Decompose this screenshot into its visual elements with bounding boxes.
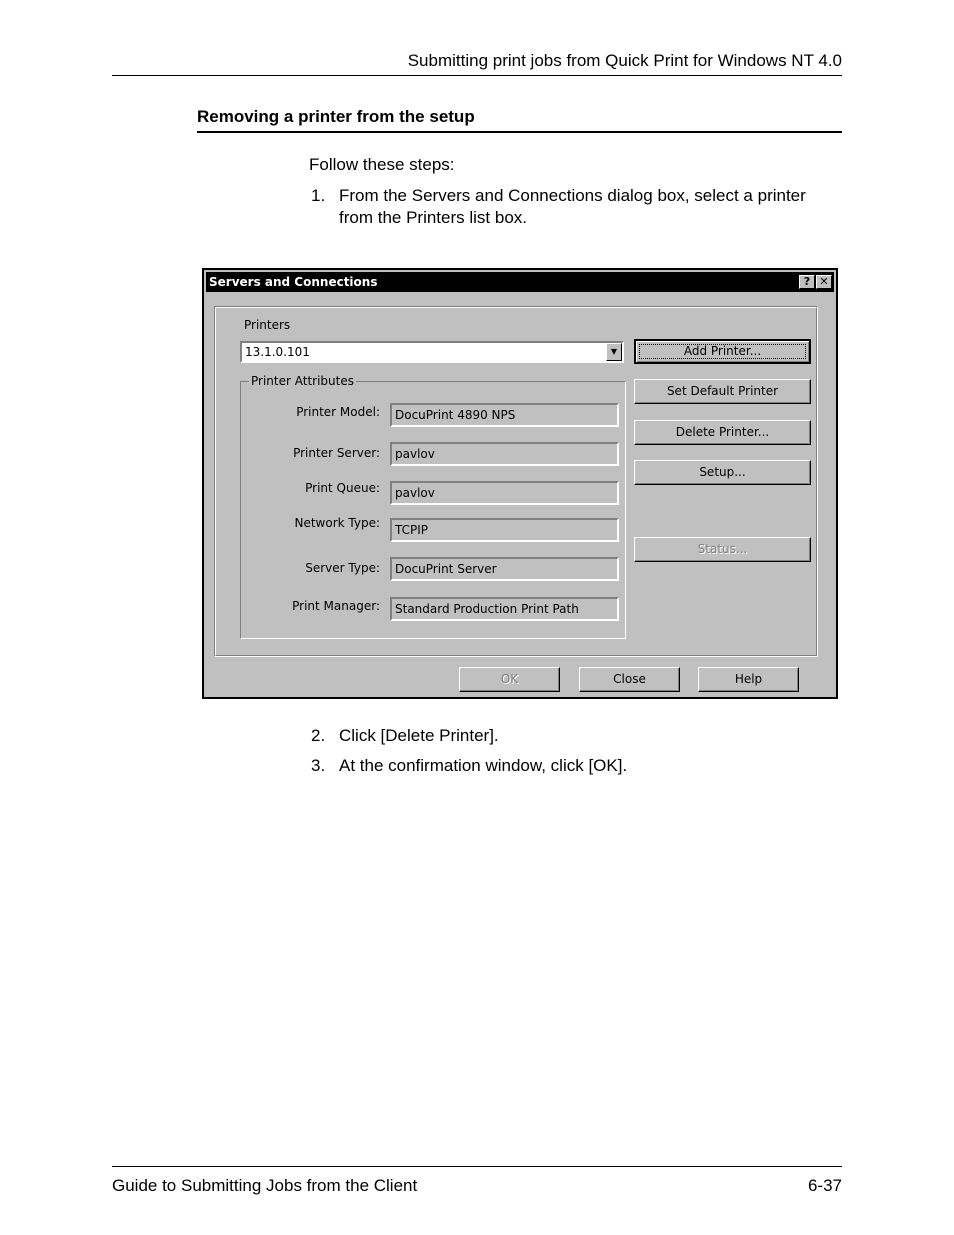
help-icon[interactable]: ? — [799, 275, 815, 289]
footer-title: Guide to Submitting Jobs from the Client — [112, 1176, 418, 1195]
setup-button[interactable]: Setup... — [634, 460, 811, 485]
step-1 — [311, 185, 809, 229]
printer-model-label: Printer Model: — [296, 405, 380, 419]
section-title: Removing a printer from the setup — [197, 107, 475, 126]
ok-button[interactable]: OK — [459, 667, 560, 692]
status-button[interactable]: Status... — [634, 537, 811, 562]
print-manager-field: Standard Production Print Path — [390, 597, 619, 621]
add-printer-button[interactable] — [634, 339, 811, 364]
printer-server-field: pavlov — [390, 442, 619, 466]
close-button[interactable]: Close — [579, 667, 680, 692]
step-number: 2. — [311, 726, 326, 745]
step-text: Click [Delete Printer]. — [339, 726, 499, 745]
add-printer-label: Add Printer... — [683, 344, 762, 358]
network-type-field: TCPIP — [390, 518, 619, 542]
dialog-titlebar — [206, 272, 834, 292]
server-type-field: DocuPrint Server — [390, 557, 619, 581]
step-number: 3. — [311, 756, 326, 775]
page-number: 6-37 — [807, 1176, 842, 1195]
servers-connections-dialog — [202, 268, 838, 699]
print-queue-field: pavlov — [390, 481, 619, 505]
step-3 — [311, 755, 809, 777]
header-rule — [112, 75, 842, 76]
printers-label: Printers — [244, 318, 291, 332]
set-default-printer-button[interactable]: Set Default Printer — [634, 379, 811, 404]
printers-selected-value: 13.1.0.101 — [245, 345, 310, 359]
close-icon[interactable]: ✕ — [816, 275, 832, 289]
step-text: At the confirmation window, click [OK]. — [339, 756, 628, 775]
printer-server-label: Printer Server: — [293, 446, 380, 460]
dialog-title: Servers and Connections — [209, 275, 378, 289]
server-type-label: Server Type: — [305, 561, 380, 575]
network-type-label: Network Type: — [294, 516, 380, 530]
chevron-down-icon[interactable]: ▼ — [606, 343, 622, 361]
printers-select[interactable] — [240, 341, 624, 363]
help-button[interactable]: Help — [698, 667, 799, 692]
print-manager-label: Print Manager: — [292, 599, 380, 613]
step-number: 1. — [311, 186, 326, 205]
step-text: From the Servers and Connections dialog box, select a printer from the Printers list box. — [339, 186, 806, 227]
delete-printer-button[interactable]: Delete Printer... — [634, 420, 811, 445]
section-rule — [197, 131, 842, 133]
printer-attributes-label: Printer Attributes — [251, 374, 354, 388]
printer-model-field: DocuPrint 4890 NPS — [390, 403, 619, 427]
intro-text: Follow these steps: — [309, 155, 455, 174]
running-header: Submitting print jobs from Quick Print for Windows NT 4.0 — [407, 51, 842, 70]
print-queue-label: Print Queue: — [305, 481, 380, 495]
step-2 — [311, 725, 809, 747]
footer-rule — [112, 1166, 842, 1167]
